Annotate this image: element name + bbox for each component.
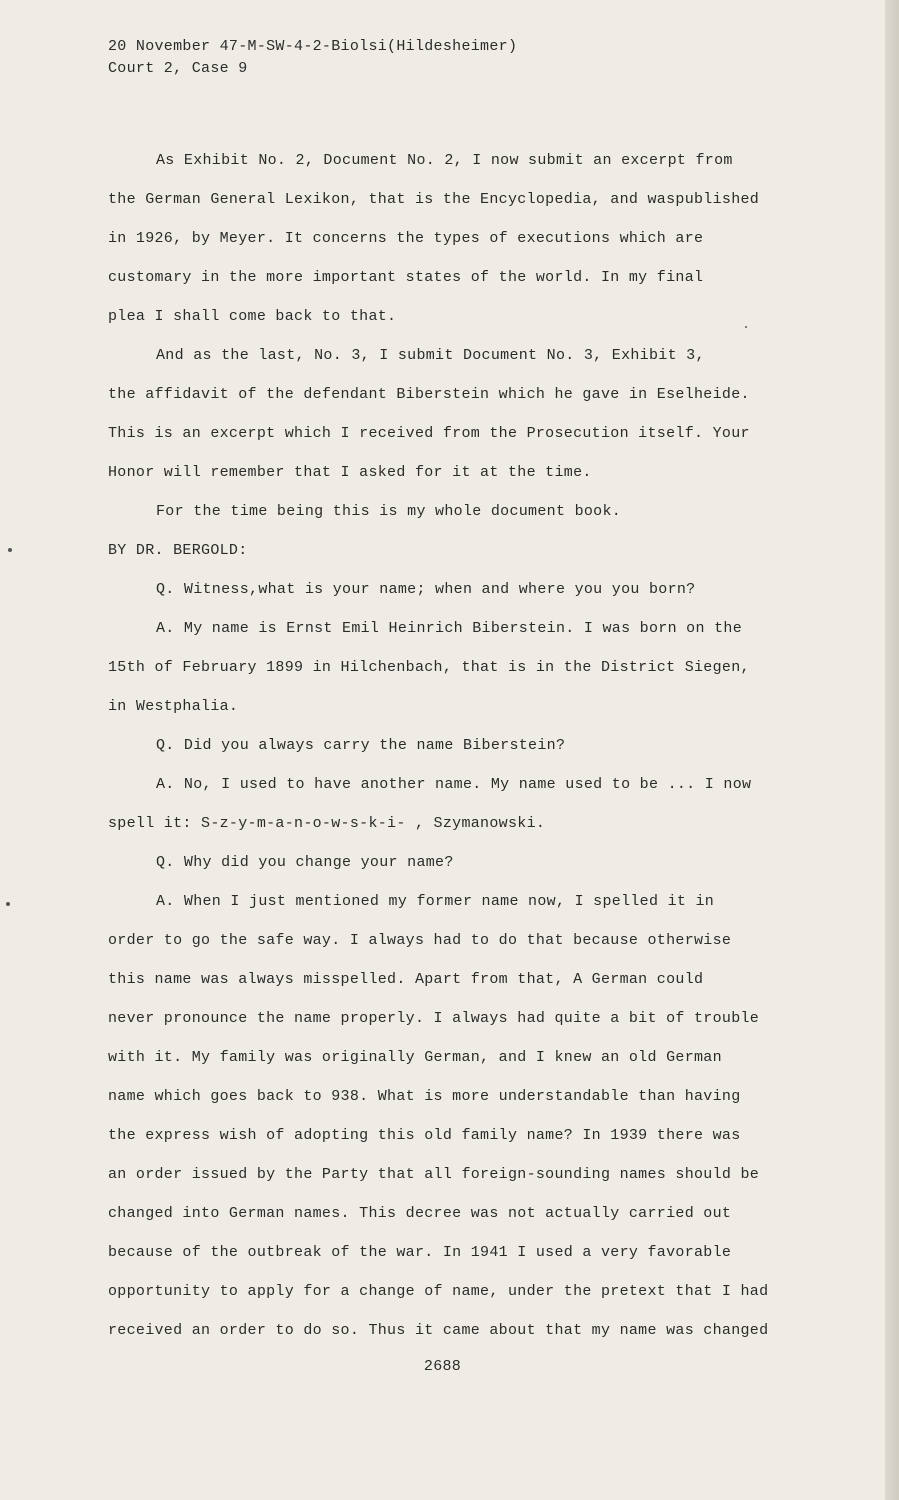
text-line: the affidavit of the defendant Biberstein which he gave in Eselheide. [108, 386, 750, 403]
text-line: never pronounce the name properly. I always had quite a bit of trouble [108, 1010, 760, 1027]
question-line: Q. Witness,what is your name; when and where you you born? [156, 581, 696, 598]
document-header [108, 36, 517, 80]
answer-line: A. When I just mentioned my former name now, I spelled it in [156, 893, 715, 910]
text-line: with it. My family was originally German, and I knew an old German [108, 1049, 722, 1066]
header-line-2: Court 2, Case 9 [108, 60, 248, 77]
text-line: opportunity to apply for a change of name, under the pretext that I had [108, 1283, 769, 1300]
text-line: For the time being this is my whole document book. [156, 503, 622, 520]
text-line: the German General Lexikon, that is the Encyclopedia, and waspublished [108, 191, 760, 208]
question-line: Q. Why did you change your name? [156, 854, 454, 871]
text-line: plea I shall come back to that. [108, 308, 397, 325]
text-line: name which goes back to 938. What is more understandable than having [108, 1088, 741, 1105]
text-line: an order issued by the Party that all foreign-sounding names should be [108, 1166, 760, 1183]
text-line: in Westphalia. [108, 698, 239, 715]
text-line: And as the last, No. 3, I submit Document No. 3, Exhibit 3, [156, 347, 705, 364]
text-line: in 1926, by Meyer. It concerns the types of executions which are [108, 230, 704, 247]
page-number: 2688 [423, 1358, 462, 1375]
text-line: because of the outbreak of the war. In 1941 I used a very favorable [108, 1244, 732, 1261]
text-line: received an order to do so. Thus it came about that my name was changed [108, 1322, 769, 1339]
text-line: As Exhibit No. 2, Document No. 2, I now submit an excerpt from [156, 152, 733, 169]
answer-line: A. No, I used to have another name. My name used to be ... I now [156, 776, 752, 793]
margin-mark [8, 548, 12, 552]
question-line: Q. Did you always carry the name Biberstein? [156, 737, 566, 754]
margin-mark [745, 326, 747, 328]
text-line: customary in the more important states of the world. In my final [108, 269, 704, 286]
text-line: order to go the safe way. I always had to do that because otherwise [108, 932, 732, 949]
page-edge [885, 0, 899, 1500]
text-line: Honor will remember that I asked for it at the time. [108, 464, 592, 481]
transcript-body [108, 148, 808, 1357]
margin-mark [6, 902, 10, 906]
text-line: 15th of February 1899 in Hilchenbach, that is in the District Siegen, [108, 659, 750, 676]
speaker-heading: BY DR. BERGOLD: [108, 542, 248, 559]
text-line: this name was always misspelled. Apart from that, A German could [108, 971, 704, 988]
text-line: the express wish of adopting this old family name? In 1939 there was [108, 1127, 741, 1144]
text-line: changed into German names. This decree was not actually carried out [108, 1205, 732, 1222]
answer-line: A. My name is Ernst Emil Heinrich Biberstein. I was born on the [156, 620, 742, 637]
header-line-1: 20 November 47-M-SW-4-2-Biolsi(Hildesheimer) [108, 38, 518, 55]
text-line: spell it: S-z-y-m-a-n-o-w-s-k-i- , Szymanowski. [108, 815, 546, 832]
text-line: This is an excerpt which I received from the Prosecution itself. Your [108, 425, 750, 442]
